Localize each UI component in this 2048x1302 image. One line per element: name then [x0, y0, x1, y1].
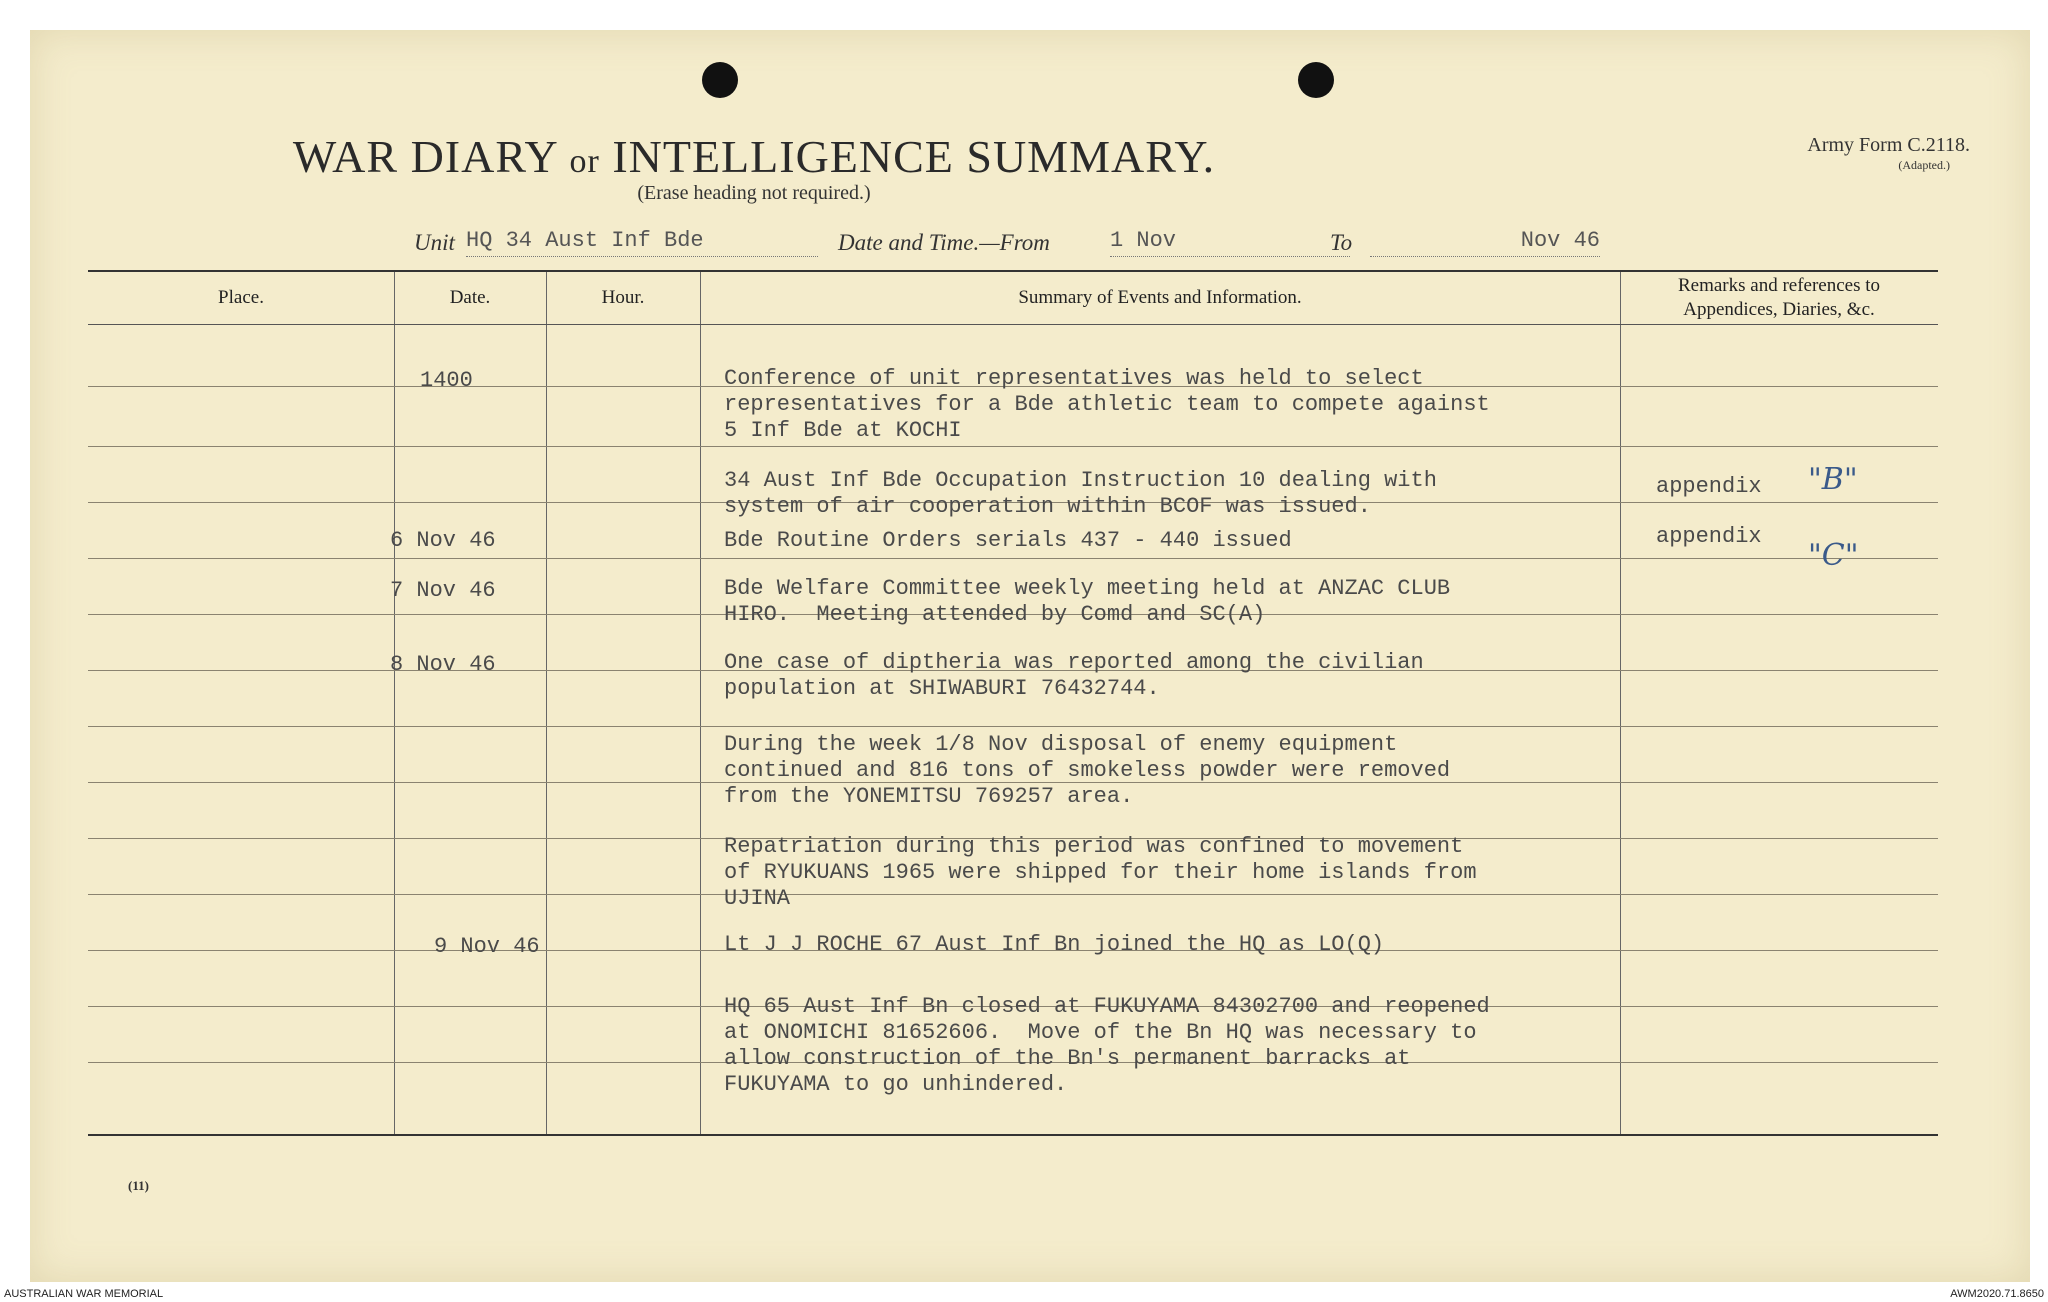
entry-line: Lt J J ROCHE 67 Aust Inf Bn joined the HQ as LO(Q): [724, 932, 1385, 957]
to-label: To: [1330, 230, 1353, 255]
col-divider: [546, 272, 547, 1134]
header-rule: [88, 324, 1938, 325]
entry-line: of RYUKUANS 1965 were shipped for their home islands from: [724, 860, 1477, 885]
entry-date: 8 Nov 46: [390, 652, 496, 677]
col-header-summary: Summary of Events and Information.: [1018, 287, 1302, 308]
col-divider: [700, 272, 701, 1134]
ruled-line: [88, 894, 1938, 895]
entry-line: FUKUYAMA to go unhindered.: [724, 1072, 1068, 1097]
col-header-date: Date.: [449, 287, 491, 308]
entry-line: Bde Routine Orders serials 437 - 440 issued: [724, 528, 1292, 553]
entry-date: 7 Nov 46: [390, 578, 496, 603]
ruled-line: [88, 558, 1938, 559]
entry-line: representatives for a Bde athletic team to compete against: [724, 392, 1490, 417]
archive-caption-right: AWM2020.71.8650: [1950, 1288, 2044, 1300]
col-divider: [1620, 272, 1621, 1134]
handwritten-appendix-letter: "C": [1808, 538, 1859, 573]
remarks-header-line-2: Appendices, Diaries, &c.: [1683, 299, 1875, 320]
entry-line: UJINA: [724, 886, 791, 911]
entry-line: During the week 1/8 Nov disposal of enemy equipment: [724, 732, 1398, 757]
to-value: Nov 46: [1370, 228, 1600, 257]
adapted-note: (Adapted.): [1898, 158, 1950, 172]
entry-line: at ONOMICHI 81652606. Move of the Bn HQ was necessary to: [724, 1020, 1477, 1045]
punch-hole-right: [1298, 62, 1334, 98]
entry-date: 9 Nov 46: [434, 934, 540, 959]
ruled-line: [88, 726, 1938, 727]
remarks-header-line-1: Remarks and references to: [1677, 275, 1881, 296]
entry-line: 34 Aust Inf Bde Occupation Instruction 10 dealing with: [724, 468, 1437, 493]
ruled-line: [88, 446, 1938, 447]
date-time-label: Date and Time.—From: [838, 230, 1050, 255]
entry-line: continued and 816 tons of smokeless powder were removed: [724, 758, 1451, 783]
remark-appendix: appendix: [1656, 524, 1762, 549]
subtitle: (Erase heading not required.): [637, 182, 871, 204]
entry-line: allow construction of the Bn's permanent barracks at: [724, 1046, 1411, 1071]
unit-value: HQ 34 Aust Inf Bde: [466, 228, 818, 257]
col-header-hour: Hour.: [601, 287, 645, 308]
army-form-number: Army Form C.2118.: [1807, 134, 1970, 156]
col-divider: [394, 272, 395, 1134]
col-header-place: Place.: [218, 287, 264, 308]
entry-line: Repatriation during this period was confined to movement: [724, 834, 1464, 859]
title-left: WAR DIARY: [292, 131, 557, 182]
handwritten-appendix-letter: "B": [1808, 462, 1858, 497]
archive-caption-left: AUSTRALIAN WAR MEMORIAL: [4, 1288, 164, 1300]
entry-date: 1400: [420, 368, 473, 393]
entry-line: HQ 65 Aust Inf Bn closed at FUKUYAMA 84302700 and reopened: [724, 994, 1490, 1019]
entry-line: One case of diptheria was reported among the civilian: [724, 650, 1424, 675]
entry-line: Bde Welfare Committee weekly meeting held at ANZAC CLUB: [724, 576, 1451, 601]
diary-page: [30, 30, 2030, 1282]
title-or: or: [569, 143, 600, 180]
entry-line: system of air cooperation within BCOF was issued.: [724, 494, 1371, 519]
unit-line: [30, 228, 2030, 264]
title-right: INTELLIGENCE SUMMARY.: [612, 131, 1216, 182]
diary-table: [88, 270, 1938, 1136]
unit-label: Unit: [414, 230, 455, 255]
page-title: [30, 130, 1478, 183]
entry-line: population at SHIWABURI 76432744.: [724, 676, 1160, 701]
entry-line: from the YONEMITSU 769257 area.: [724, 784, 1134, 809]
entry-date: 6 Nov 46: [390, 528, 496, 553]
punch-hole-left: [702, 62, 738, 98]
form-code: (11): [128, 1178, 149, 1193]
entry-line: Conference of unit representatives was held to select: [724, 366, 1424, 391]
entry-line: 5 Inf Bde at KOCHI: [724, 418, 962, 443]
remark-appendix: appendix: [1656, 474, 1762, 499]
from-value: 1 Nov: [1110, 228, 1350, 257]
entry-line: HIRO. Meeting attended by Comd and SC(A): [724, 602, 1266, 627]
col-header-remarks: [1620, 274, 1938, 322]
